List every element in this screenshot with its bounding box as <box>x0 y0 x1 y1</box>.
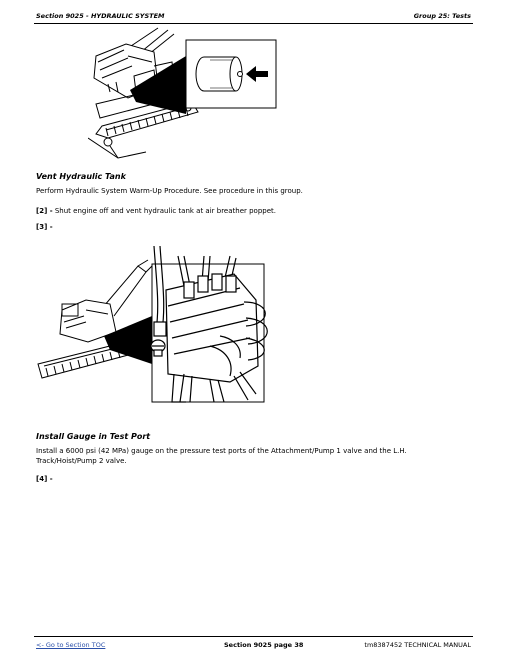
page-footer <box>34 636 473 651</box>
step-2-text: Shut engine off and vent hydraulic tank at air breather poppet. <box>54 207 277 215</box>
goto-section-toc-link[interactable]: <- Go to Section TOC <box>36 641 106 649</box>
group-title: Group 25: Tests <box>413 12 471 20</box>
step-4-label: [4] - <box>36 475 53 483</box>
step-2-label: [2] - <box>36 207 53 215</box>
gauge-test-port-illustration <box>34 246 280 426</box>
vent-tank-text: Perform Hydraulic System Warm-Up Procedure. See procedure in this group. <box>36 187 303 195</box>
step-2 <box>36 206 466 216</box>
page-number: Section 9025 page 38 <box>224 641 304 649</box>
manual-id: tm8387452 TECHNICAL MANUAL <box>364 641 471 649</box>
install-gauge-heading: Install Gauge in Test Port <box>36 432 151 441</box>
step-3-label: [3] - <box>36 223 53 231</box>
vent-tank-illustration <box>88 26 288 172</box>
section-title: Section 9025 - HYDRAULIC SYSTEM <box>36 12 165 20</box>
page-header <box>34 9 473 24</box>
vent-tank-heading: Vent Hydraulic Tank <box>36 172 126 181</box>
install-gauge-text: Install a 6000 psi (42 MPa) gauge on the pressure test ports of the Attachment/Pump 1 valve and the L.H. Track/Hoist/Pump 2 valve. <box>36 447 407 465</box>
